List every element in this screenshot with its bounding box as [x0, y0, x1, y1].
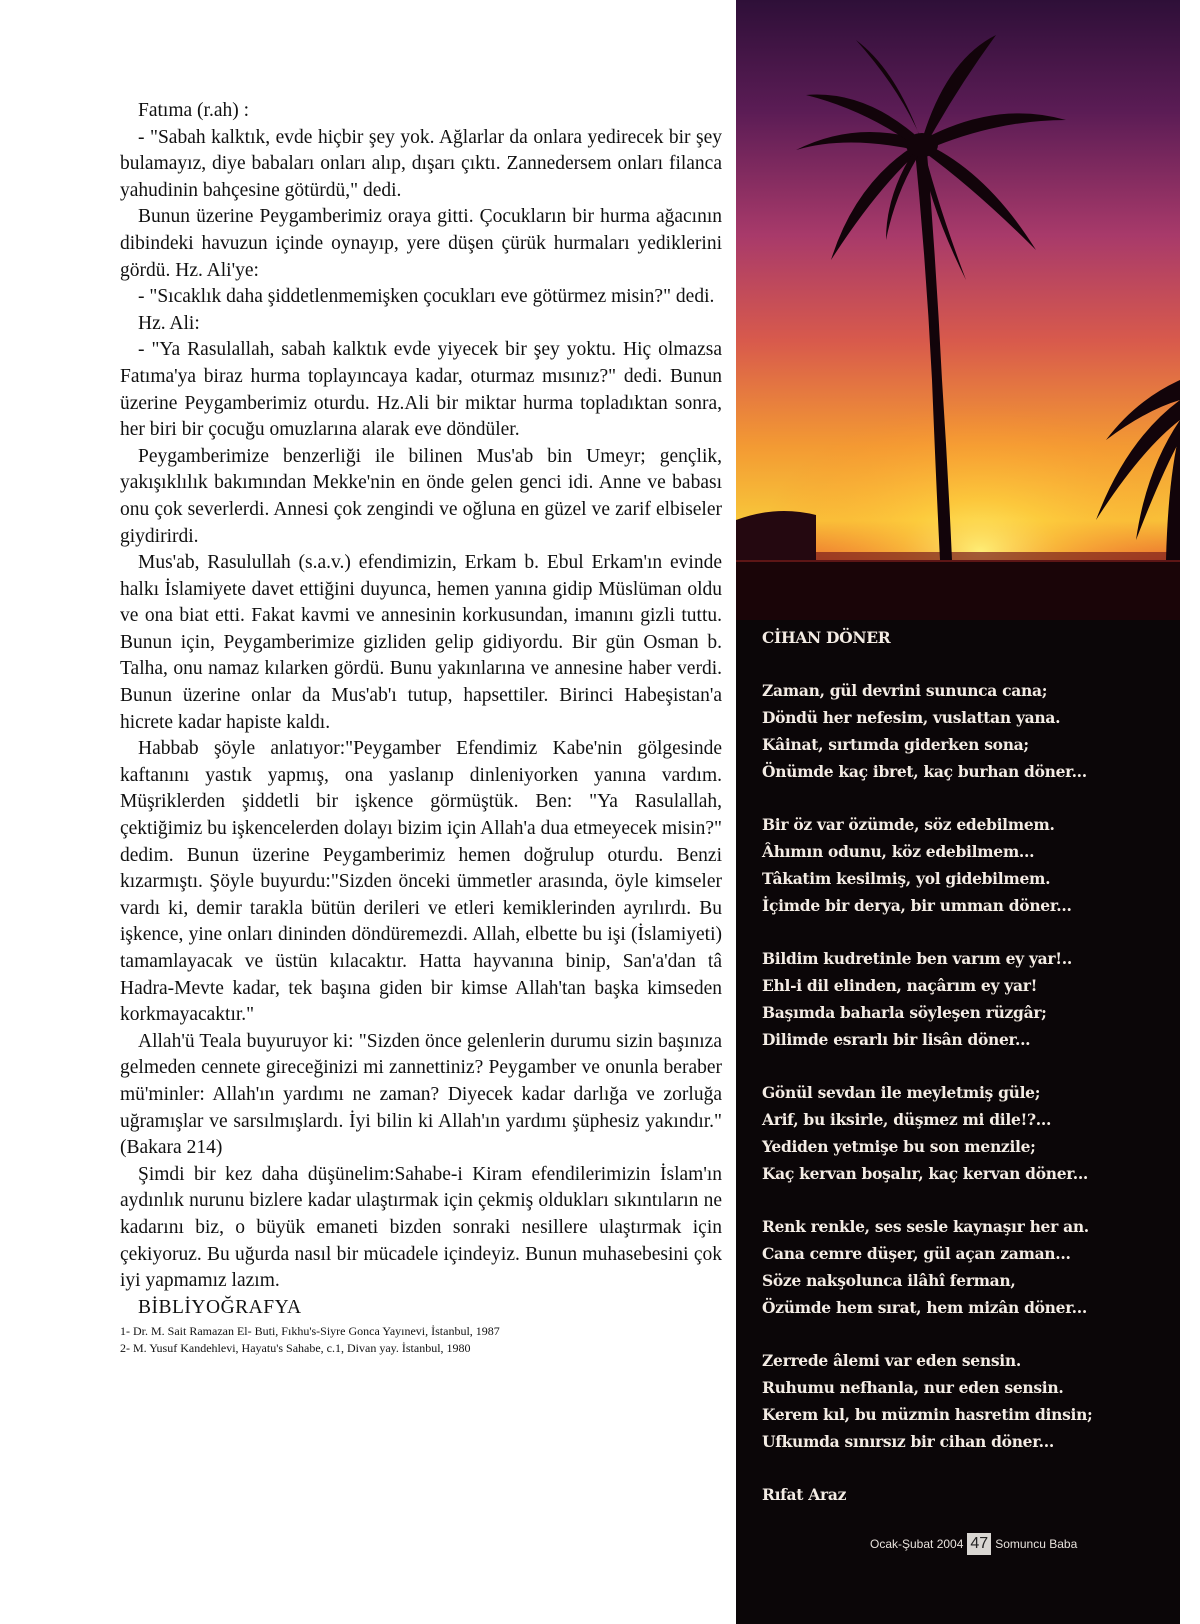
- body-paragraph: Habbab şöyle anlatıyor:"Peygamber Efendimiz Kabe'nin gölgesinde kaftanını yastık yapmış, ona yaslanıp dinleniyorken yanına vardım. Müşriklerden şiddetli bir işkence görmüştük. Ben: "Ya Rasulallah, çektiğimiz bu işkencelerden dolayı bizim için Allah'a dua etmeyecek misin?" dedim. Bunun üzerine Peygamberimiz hemen doğrulup oturdu. Benzi kızarmıştı. Şöyle buyurdu:"Sizden önceki ümmetler arasında, öyle kimseler vardı ki, demir tarakla bütün derileri ve etleri kemiklerinden ayrılırdı. Bu işkence, yine onları dininden döndüremezdi. Allah, elbette bu işi (İslamiyeti) tamamlayacak ve üstün kılacaktır. Hatta hayvanına binip, San'a'dan tâ Hadra-Mevte kadar, tek başına giden bir kimse Allah'tan başka kimseden korkmayacaktır.": [120, 738, 722, 1026]
- poem-line: Söze nakşolunca ilâhî ferman,: [762, 1271, 1016, 1290]
- poem-author: Rıfat Araz: [762, 1485, 847, 1504]
- poem-line: Yediden yetmişe bu son menzile;: [762, 1137, 1036, 1156]
- dialogue-paragraph: - "Ya Rasulallah, sabah kalktık evde yiyecek bir şey yoktu. Hiç olmazsa Fatıma'ya biraz hurma toplayıncaya kadar, oturmaz mısınız?" dedi. Bunun üzerine Peygamberimiz oturdu. Hz.Ali bir miktar hurma topladıktan sonra, her biri bir çocuğu omuzlarına alarak eve döndüler.: [120, 339, 722, 441]
- poem-line: İçimde bir derya, bir umman döner...: [762, 896, 1072, 915]
- poem-line: Döndü her nefesim, vuslattan yana.: [762, 708, 1061, 727]
- poem-line: Ehl-i dil elinden, naçârım ey yar!: [762, 976, 1038, 995]
- speaker-line: Fatıma (r.ah) :: [138, 100, 250, 121]
- dialogue-paragraph: - "Sıcaklık daha şiddetlenmemişken çocukları eve götürmez misin?" dedi.: [138, 286, 715, 308]
- poem-line: Zerrede âlemi var eden sensin.: [762, 1351, 1021, 1370]
- poem-line: Gönül sevdan ile meyletmiş güle;: [762, 1083, 1041, 1102]
- body-paragraph: Mus'ab, Rasulullah (s.a.v.) efendimizin, Erkam b. Ebul Erkam'ın evinde halkı İslamiyete davet ettiğini duyunca, hemen yanına gidip Müslüman oldu ve ona biat etti. Fakat kavmi ve annesinin korkusundan, imanını gizli tuttu. Bunun için, Peygamberimize gizliden gelip gidiyordu. Bir gün Osman b. Talha, onu namaz kılarken gördü. Bunu yakınlarına ve annesine haber verdi. Bunun üzerine onlar da Mus'ab'ı tutup, hapsettiler. Birinci Habeşistan'a hicrete kadar hapiste kaldı.: [120, 552, 722, 733]
- poem-stanzas: [762, 677, 1162, 1455]
- poem-line: Başımda baharla söyleşen rüzgâr;: [762, 1003, 1047, 1022]
- poem-line: Kâinat, sırtımda giderken sona;: [762, 735, 1029, 754]
- poem-line: Renk renkle, ses sesle kaynaşır her an.: [762, 1217, 1089, 1236]
- bibliography-title: BİBLİYOĞRAFYA: [138, 1296, 302, 1318]
- bibliography-reference: 2- M. Yusuf Kandehlevi, Hayatu's Sahabe, c.1, Divan yay. İstanbul, 1980: [120, 1341, 471, 1356]
- bibliography-reference: 1- Dr. M. Sait Ramazan El- Buti, Fıkhu's-Siyre Gonca Yayınevi, İstanbul, 1987: [120, 1324, 500, 1339]
- poem-panel: [736, 0, 1180, 1624]
- poem-line: Arif, bu iksirle, düşmez mi dile!?...: [762, 1110, 1052, 1129]
- poem-stanza: [762, 811, 1162, 919]
- poem-stanza: [762, 945, 1162, 1053]
- bibliography-list: [120, 1323, 722, 1357]
- page-footer: [870, 1533, 1077, 1555]
- body-paragraph: Peygamberimize benzerliği ile bilinen Mus'ab bin Umeyr; gençlik, yakışıklılık bakımından Mekke'nin en önde gelen genci idi. Anne ve babası onu çok severlerdi. Annesi çok zengindi ve oğluna en güzel ve zarif elbiseler giydirirdi.: [120, 445, 722, 547]
- poem-line: Ruhumu nefhanla, nur eden sensin.: [762, 1378, 1064, 1397]
- page-number: 47: [967, 1533, 991, 1555]
- poem-title: CİHAN DÖNER: [762, 628, 891, 647]
- poem-line: Dilimde esrarlı bir lisân döner...: [762, 1030, 1031, 1049]
- poem-line: Kaç kervan boşalır, kaç kervan döner...: [762, 1164, 1089, 1183]
- speaker-line: Hz. Ali:: [138, 312, 200, 334]
- poem-stanza: [762, 1213, 1162, 1321]
- poem-line: Ufkumda sınırsız bir cihan döner...: [762, 1432, 1054, 1451]
- palm-tree-sunset-photo: [736, 0, 1180, 620]
- poem-line: Kerem kıl, bu müzmin hasretim dinsin;: [762, 1405, 1093, 1424]
- poem-line: Tâkatim kesilmiş, yol gidebilmem.: [762, 869, 1051, 888]
- poem: [762, 624, 1162, 1508]
- poem-line: Bir öz var özümde, söz edebilmem.: [762, 815, 1055, 834]
- issue-date: Ocak-Şubat 2004: [870, 1537, 964, 1551]
- poem-stanza: [762, 1079, 1162, 1187]
- article-body: [120, 98, 722, 1357]
- poem-line: Özümde hem sırat, hem mizân döner...: [762, 1298, 1087, 1317]
- body-paragraph: Bunun üzerine Peygamberimiz oraya gitti. Çocukların bir hurma ağacının dibindeki havuzun içinde oynayıp, yere düşen çürük hurmaları yediklerini gördü. Hz. Ali'ye:: [120, 206, 722, 281]
- poem-line: Cana cemre düşer, gül açan zaman...: [762, 1244, 1071, 1263]
- poem-line: Âhımın odunu, köz edebilmem...: [762, 842, 1035, 861]
- body-paragraph: Allah'ü Teala buyuruyor ki: "Sizden önce gelenlerin durumu sizin başınıza gelmeden cennete gireceğinizi mi zannettiniz? Peygamber ve onunla beraber mü'minler: Allah'ın yardımı ne zaman? Diyecek kadar darlığa ve zorluğa uğramışlar ve sarsılmışlardı. İyi bilin ki Allah'ın yardımı şüphesiz yakındır."(Bakara 214): [120, 1030, 722, 1159]
- poem-stanza: [762, 677, 1162, 785]
- poem-line: Zaman, gül devrini sununca cana;: [762, 681, 1048, 700]
- magazine-name: Somuncu Baba: [995, 1537, 1078, 1551]
- poem-line: Bildim kudretinle ben varım ey yar!..: [762, 949, 1072, 968]
- dialogue-paragraph: - "Sabah kalktık, evde hiçbir şey yok. Ağlarlar da onlara yedirecek bir şey bulamayız, diye babaları onları alıp, dışarı çıktı. Zannedersem onları filanca yahudinin bahçesine götürdü," dedi.: [120, 126, 722, 201]
- poem-line: Önümde kaç ibret, kaç burhan döner...: [762, 762, 1087, 781]
- poem-stanza: [762, 1347, 1162, 1455]
- body-paragraph: Şimdi bir kez daha düşünelim:Sahabe-i Kiram efendilerimizin İslam'ın aydınlık nurunu bizlere kadar ulaştırmak için çekmiş oldukları sıkıntıların ne kadarını biz, o büyük emaneti bizden sonraki nesillere ulaştırmak için çekiyoruz. Bu uğurda nasıl bir mücadele içindeyiz. Bunun muhasebesini çok iyi yapmamız lazım.: [120, 1163, 722, 1292]
